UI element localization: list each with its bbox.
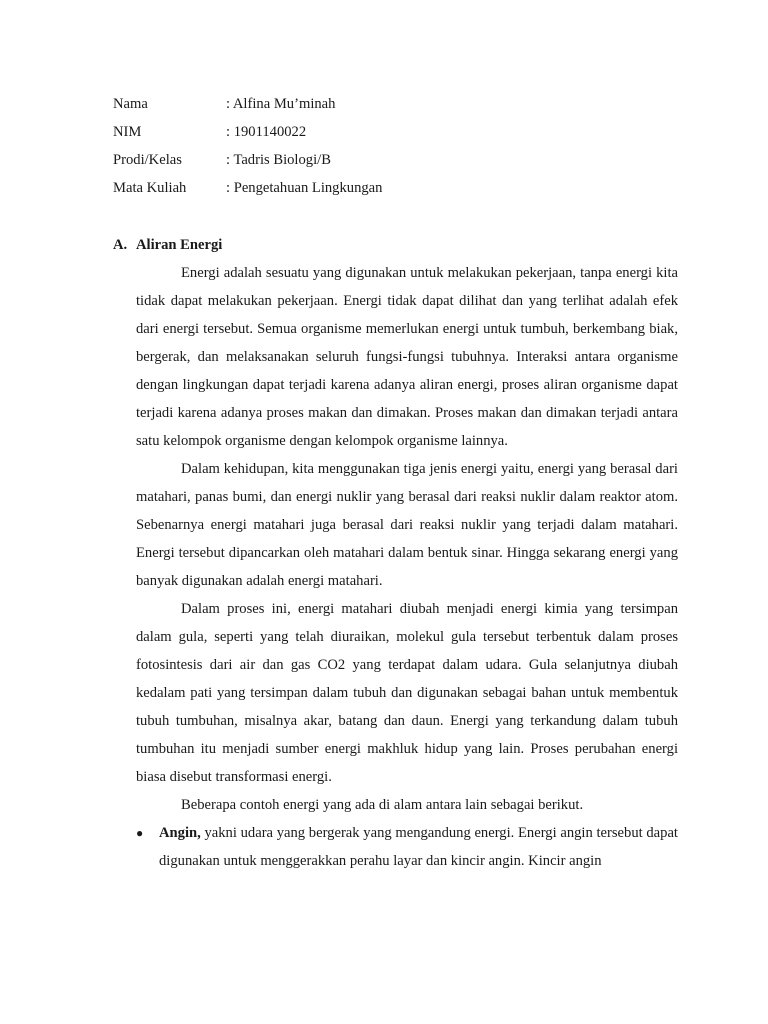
paragraph: Dalam proses ini, energi matahari diubah menjadi energi kimia yang tersimpan dalam gula, seperti yang telah diuraikan, molekul gula tersebut terbentuk dalam proses fotosintesis dari air dan gas CO2 yang terdapat dalam udara. Gula selanjutnya diubah kedalam pati yang tersimpan dalam tubuh dan digunakan sebagai bahan untuk membentuk tubuh tumbuhan, misalnya akar, batang dan daun. Energi yang terkandung dalam tubuh tumbuhan itu menjadi sumber energi makhluk hidup yang lain. Proses perubahan energi biasa disebut transformasi energi. (136, 601, 678, 785)
list-item-text (159, 819, 678, 875)
info-row-program (113, 146, 382, 174)
list-item-term: Angin, (159, 825, 201, 841)
list-item (136, 819, 678, 875)
info-value: : Tadris Biologi/B (226, 152, 331, 168)
energy-examples-list (136, 819, 678, 875)
paragraph: Dalam kehidupan, kita menggunakan tiga jenis energi yaitu, energi yang berasal dari matahari, panas bumi, dan energi nuklir yang berasal dari reaksi nuklir dalam reaktor atom. Sebenarnya energi matahari juga berasal dari reaksi nuklir yang terjadi dalam matahari. Energi tersebut dipancarkan oleh matahari dalam bentuk sinar. Hingga sekarang energi yang banyak digunakan adalah energi matahari. (136, 461, 678, 589)
info-label: Prodi/Kelas (113, 152, 182, 168)
info-value: : Pengetahuan Lingkungan (226, 180, 383, 196)
info-value: : Alfina Mu’minah (226, 96, 336, 112)
list-item-description: yakni udara yang bergerak yang mengandung energi. Energi angin tersebut dapat digunakan untuk menggerakkan perahu layar dan kincir angin. Kincir angin (159, 825, 678, 869)
section-heading (113, 231, 678, 259)
student-info (113, 90, 382, 202)
paragraph: Energi adalah sesuatu yang digunakan untuk melakukan pekerjaan, tanpa energi kita tidak dapat melakukan pekerjaan. Energi tidak dapat dilihat dan yang terlihat adalah efek dari energi tersebut. Semua organisme memerlukan energi untuk tumbuh, berkembang biak, bergerak, dan melaksanakan seluruh fungsi-fungsi tubuhnya. Interaksi antara organisme dengan lingkungan dapat terjadi karena adanya aliran energi, proses aliran organisme dapat terjadi karena adanya proses makan dan dimakan. Proses makan dan dimakan terjadi antara satu kelompok organisme dengan kelompok organisme lainnya. (136, 265, 678, 449)
info-row-course (113, 174, 382, 202)
info-value: : 1901140022 (226, 124, 307, 140)
info-label: NIM (113, 124, 142, 140)
section-letter: A. (113, 237, 128, 253)
section-title: Aliran Energi (136, 237, 223, 253)
section-aliran-energi (113, 231, 678, 875)
bullet-icon: ● (136, 826, 144, 840)
paragraph: Beberapa contoh energi yang ada di alam antara lain sebagai berikut. (181, 797, 584, 813)
info-row-name (113, 90, 382, 118)
info-label: Mata Kuliah (113, 180, 187, 196)
info-row-nim (113, 118, 382, 146)
info-label: Nama (113, 96, 148, 112)
section-body (136, 259, 678, 875)
